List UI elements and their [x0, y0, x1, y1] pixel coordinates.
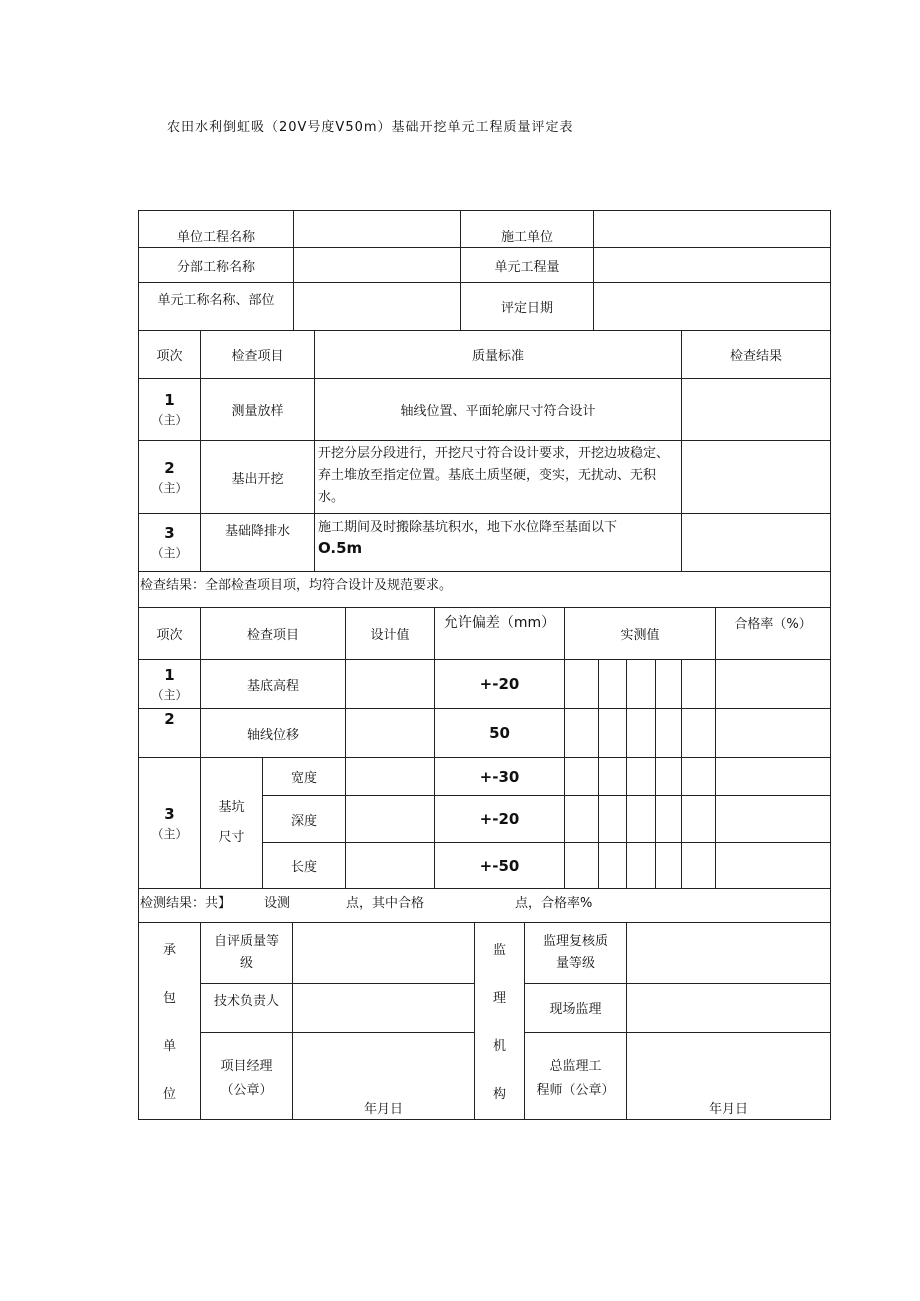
pass-rate-value[interactable]: [716, 796, 831, 843]
supervisor-char: 监: [492, 943, 506, 958]
division-value[interactable]: [294, 248, 461, 283]
item-number: 3: [164, 804, 175, 823]
chief-label-l1: 总监理工: [549, 1059, 602, 1075]
item-result[interactable]: [682, 379, 831, 441]
tech-lead-value[interactable]: [293, 983, 475, 1033]
item-name: 基底高程: [201, 660, 346, 709]
supervisor-char: 构: [492, 1087, 506, 1102]
pm-label-l1: 项目经理: [220, 1059, 273, 1075]
measured-cell[interactable]: [682, 843, 716, 889]
review-value[interactable]: [627, 923, 831, 984]
col-measured: 实测值: [565, 608, 716, 660]
measure-summary-a: 检测结果：共】: [140, 896, 232, 911]
unit-name-value[interactable]: [294, 283, 461, 331]
design-value[interactable]: [346, 843, 435, 889]
unit-project-value[interactable]: [294, 211, 461, 248]
measured-cell[interactable]: [565, 758, 599, 796]
item-standard-depth: O.5m: [318, 539, 363, 557]
header-table: [138, 210, 831, 331]
item-standard: 施工期间及时搬除基坑积水，地下水位降至基面以下: [318, 520, 618, 535]
pass-rate-value[interactable]: [716, 660, 831, 709]
unit-name-label: 单元工称名称、部位: [139, 283, 294, 331]
measured-cell[interactable]: [656, 660, 682, 709]
self-eval-value[interactable]: [293, 923, 475, 984]
design-value[interactable]: [346, 709, 435, 758]
tolerance-value: +-50: [435, 843, 565, 889]
chief-label-l2: 程师（公章）: [536, 1083, 615, 1099]
table-row: [139, 379, 831, 441]
unit-quantity-value[interactable]: [594, 248, 831, 283]
group-item-line1: 基坑: [218, 800, 245, 815]
item-result[interactable]: [682, 441, 831, 514]
item-name: 轴线位移: [201, 709, 346, 758]
measured-cell[interactable]: [656, 709, 682, 758]
col-item: 检查项目: [201, 331, 315, 379]
pass-rate-value[interactable]: [716, 758, 831, 796]
unit-quantity-label: 单元工程量: [461, 248, 594, 283]
main-marker: （主）: [151, 413, 188, 427]
col-item: 检查项目: [201, 608, 346, 660]
self-eval-label-l2: 级: [239, 955, 253, 971]
main-marker: （主）: [151, 826, 188, 841]
supervisor-char: 理: [492, 991, 506, 1006]
design-value[interactable]: [346, 796, 435, 843]
measured-cell[interactable]: [682, 660, 716, 709]
col-standard: 质量标准: [315, 331, 682, 379]
construction-unit-value[interactable]: [594, 211, 831, 248]
measured-cell[interactable]: [656, 758, 682, 796]
contractor-char: 位: [162, 1087, 176, 1102]
col-result: 检查结果: [682, 331, 831, 379]
unit-project-label: 单位工程名称: [139, 211, 294, 248]
table-row: [139, 441, 831, 514]
site-supervisor-label: 现场监理: [525, 983, 627, 1033]
measured-cell[interactable]: [656, 796, 682, 843]
measured-cell[interactable]: [565, 843, 599, 889]
sub-item-name: 长度: [263, 843, 346, 889]
tolerance-value: +-30: [435, 758, 565, 796]
measured-cell[interactable]: [599, 843, 627, 889]
item-standard: 开挖分层分段进行，开挖尺寸符合设计要求，开挖边坡稳定、弃土堆放至指定位置。基底土质坚硬，变实，无扰动、无积水。: [315, 441, 682, 514]
division-label: 分部工称名称: [139, 248, 294, 283]
eval-date-label: 评定日期: [461, 283, 594, 331]
item-number: 2: [164, 458, 175, 477]
supervisor-label: [475, 927, 524, 1119]
measured-cell[interactable]: [599, 758, 627, 796]
eval-date-value[interactable]: [594, 283, 831, 331]
tolerance-value: +-20: [435, 660, 565, 709]
measured-cell[interactable]: [627, 709, 656, 758]
contractor-char: 包: [162, 991, 176, 1006]
contractor-char: 单: [162, 1039, 176, 1054]
item-number: 3: [164, 524, 175, 542]
table-row: [139, 514, 831, 572]
review-label-l2: 量等级: [555, 955, 595, 971]
measured-cell[interactable]: [627, 660, 656, 709]
col-item-no: 项次: [139, 331, 201, 379]
measure-summary-c: 点，其中合格: [346, 896, 425, 911]
measured-cell[interactable]: [627, 796, 656, 843]
col-design: 设计值: [346, 608, 435, 660]
measure-summary-d: 点，合格率%: [515, 896, 593, 911]
item-number: 2: [164, 710, 175, 728]
col-tolerance: 允许偏差（mm）: [435, 608, 565, 660]
main-marker: （主）: [151, 546, 188, 560]
inspection-summary: 检查结果：全部检查项目项，均符合设计及规范要求。: [139, 572, 831, 608]
pass-rate-value[interactable]: [716, 709, 831, 758]
measured-cell[interactable]: [565, 709, 599, 758]
item-name: 基出开挖: [201, 441, 315, 514]
supervisor-char: 机: [492, 1039, 506, 1054]
item-result[interactable]: [682, 514, 831, 572]
site-supervisor-value[interactable]: [627, 983, 831, 1033]
main-marker: （主）: [151, 480, 188, 495]
design-value[interactable]: [346, 660, 435, 709]
pass-rate-value[interactable]: [716, 843, 831, 889]
table-row: [139, 660, 831, 709]
measured-cell[interactable]: [565, 796, 599, 843]
inspection-table: [138, 330, 831, 608]
measured-cell[interactable]: [599, 660, 627, 709]
sub-item-name: 宽度: [263, 758, 346, 796]
page-title: 农田水利倒虹吸（20V号度V50m）基础开挖单元工程质量评定表: [167, 120, 574, 135]
item-number: 1: [164, 665, 175, 684]
item-name: 测量放样: [201, 379, 315, 441]
design-value[interactable]: [346, 758, 435, 796]
tech-lead-label: 技术负责人: [201, 983, 293, 1033]
measured-cell[interactable]: [599, 796, 627, 843]
main-marker: （主）: [151, 687, 188, 702]
measured-cell[interactable]: [682, 796, 716, 843]
tolerance-value: 50: [435, 709, 565, 758]
date-right: 年月日: [627, 1033, 831, 1120]
self-eval-label-l1: 自评质量等: [213, 933, 279, 949]
measure-summary-b: 设测: [264, 896, 291, 911]
pm-label-l2: （公章）: [220, 1083, 273, 1099]
contractor-char: 承: [162, 943, 176, 958]
date-left: 年月日: [293, 1033, 475, 1120]
measured-cell[interactable]: [656, 843, 682, 889]
item-number: 1: [164, 391, 175, 409]
measured-cell[interactable]: [565, 660, 599, 709]
col-pass-rate: 合格率（%）: [716, 608, 831, 660]
group-item-line2: 尺寸: [218, 830, 245, 845]
table-row: [139, 758, 831, 796]
col-item-no: 项次: [139, 608, 201, 660]
measured-cell[interactable]: [599, 709, 627, 758]
table-row: [139, 709, 831, 758]
item-name: 基础降排水: [201, 514, 315, 572]
measured-cell[interactable]: [627, 843, 656, 889]
tolerance-value: +-20: [435, 796, 565, 843]
measured-cell[interactable]: [627, 758, 656, 796]
measured-cell[interactable]: [682, 709, 716, 758]
measured-cell[interactable]: [682, 758, 716, 796]
review-label-l1: 监理复核质: [542, 933, 608, 949]
contractor-label: [139, 927, 200, 1119]
signoff-table: [138, 922, 831, 1120]
construction-unit-label: 施工单位: [461, 211, 594, 248]
sub-item-name: 深度: [263, 796, 346, 843]
measurement-table: [138, 607, 831, 923]
item-standard: 轴线位置、平面轮廓尺寸符合设计: [315, 379, 682, 441]
